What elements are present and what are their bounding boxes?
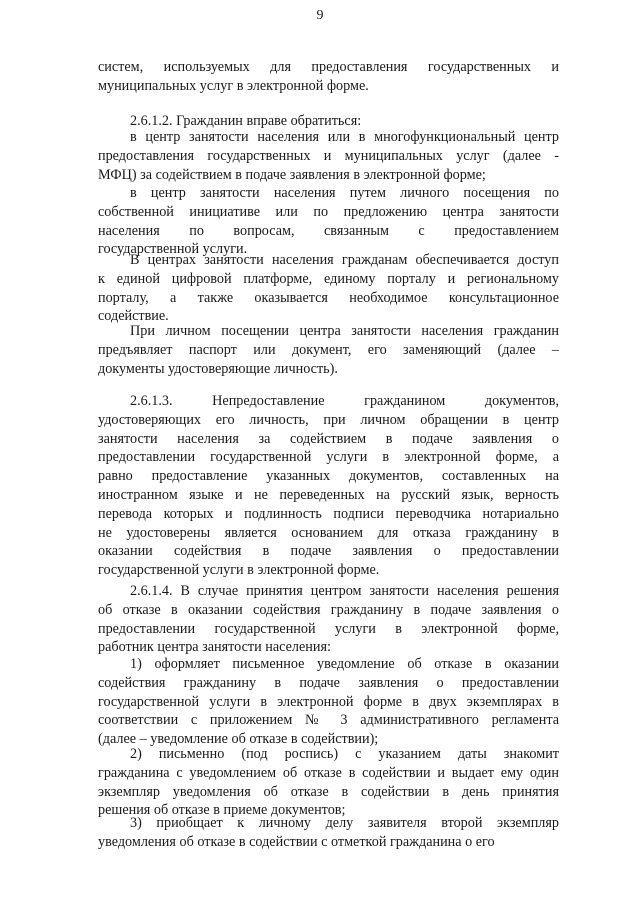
text-line: В центрах занятости населения гражданам обеспечивается доступ <box>130 252 559 268</box>
text-line: документы удостоверяющие личность). <box>98 360 338 377</box>
text-line: к единой цифровой платформе, единому порталу и региональному <box>98 270 559 287</box>
text-line: в центр занятости населения путем личного посещения по <box>130 185 559 201</box>
text-line: предоставлении государственной услуги в электронной форме, а <box>98 449 559 466</box>
text-line: в центр занятости населения или в многофункциональный центр <box>130 129 559 145</box>
text-line: государственной услуги в электронной форме в двух экземплярах в <box>98 693 559 710</box>
text-line: перевода которых и подлинность подписи переводчика нотариально <box>98 505 559 522</box>
text-line: государственной услуги в электронной форме. <box>98 562 380 579</box>
text-line: предоставлении государственной услуги в электронной форме, <box>98 620 559 637</box>
text-line: населения по вопросам, связанным с предоставлением <box>98 222 559 239</box>
text-line: не удостоверены является основанием для отказа гражданину в <box>98 524 559 541</box>
text-line: предъявляет паспорт или документ, его заменяющий (далее – <box>98 341 559 358</box>
text-line: предоставления государственных и муниципальных услуг (далее - <box>98 147 559 164</box>
text-line: МФЦ) за содействием в подаче заявления в электронной форме; <box>98 166 486 183</box>
text-line: соответствии с приложением № 3 административного регламента <box>98 712 559 729</box>
text-line: гражданина с уведомлением об отказе в содействии и выдает ему один <box>98 764 559 781</box>
text-line: занятости населения за содействием в подаче заявления о <box>98 430 559 447</box>
text-line: 3) приобщает к личному делу заявителя второй экземпляр <box>130 815 559 831</box>
text-line: 2.6.1.4. В случае принятия центром занятости населения решения <box>130 583 559 599</box>
text-line: 2.6.1.2. Гражданин вправе обратиться: <box>130 113 362 129</box>
page-number: 9 <box>316 8 324 23</box>
text-line: 1) оформляет письменное уведомление об отказе в оказании <box>130 656 559 672</box>
text-line: работник центра занятости населения: <box>98 639 331 656</box>
text-line: государственной услуги. <box>98 241 248 258</box>
text-line: оказании содействия в подаче заявления о предоставлении <box>98 543 559 560</box>
text-line: 2) письменно (под роспись) с указанием даты знакомит <box>130 746 559 762</box>
text-line: уведомления об отказе в содействии с отметкой гражданина о его <box>98 833 495 850</box>
text-line: содействия гражданину в подаче заявления о предоставлении <box>98 674 559 691</box>
text-line: решения об отказе в приеме документов; <box>98 802 346 819</box>
text-line: равно предоставление указанных документов, составленных на <box>98 468 559 485</box>
text-line: иностранном языке и не переведенных на русский язык, верность <box>98 487 559 503</box>
text-line: об отказе в оказании содействия гражданину в подаче заявления о <box>98 601 559 618</box>
text-line: содействие. <box>98 308 169 325</box>
text-line: 2.6.1.3. Непредоставление гражданином документов, <box>130 393 559 409</box>
text-line: (далее – уведомление об отказе в содействии); <box>98 731 379 748</box>
text-line: систем, используемых для предоставления государственных и <box>98 59 559 75</box>
text-line: экземпляр уведомления об отказе в содействии в день принятия <box>98 783 559 800</box>
text-line: При личном посещении центра занятости населения гражданин <box>130 323 559 339</box>
text-line: муниципальных услуг в электронной форме. <box>98 77 369 94</box>
text-line: собственной инициативе или по предложению центра занятости <box>98 203 559 220</box>
text-line: удостоверяющих его личность, при личном обращении в центр <box>98 411 559 428</box>
text-line: порталу, а также оказывается необходимое консультационное <box>98 289 559 306</box>
